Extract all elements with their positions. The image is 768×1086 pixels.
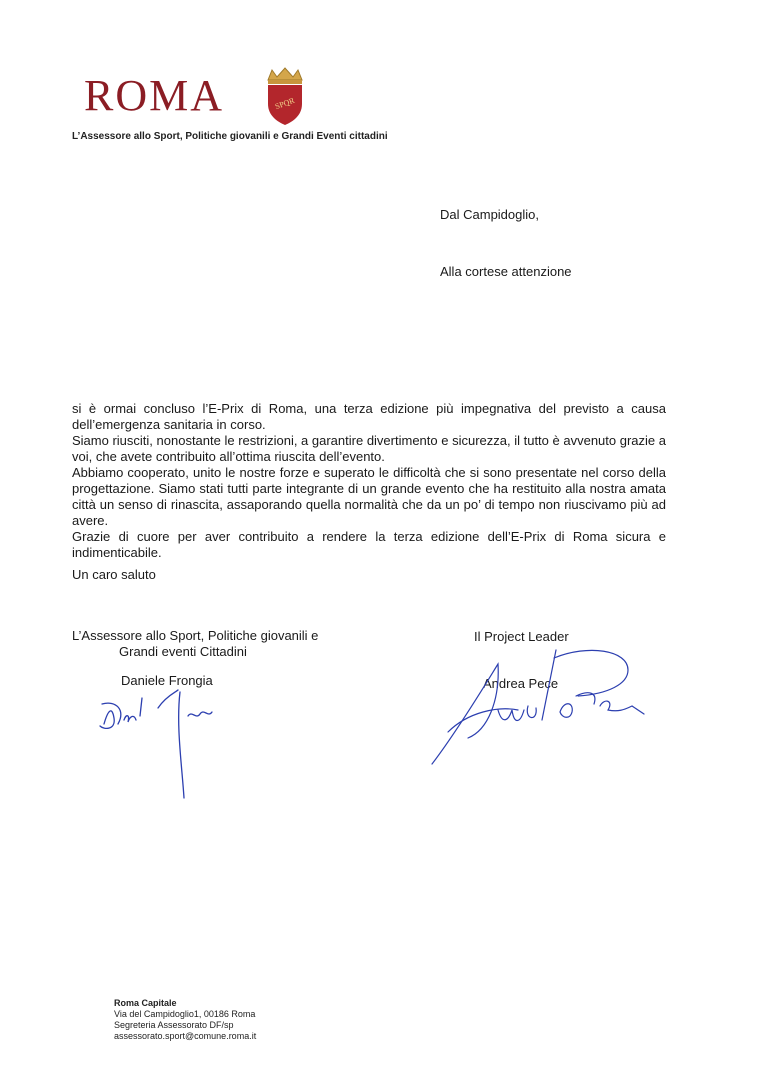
roma-logo-text: ROMA — [84, 71, 225, 120]
roma-crest-icon — [262, 66, 308, 126]
body-paragraph: Siamo riusciti, nonostante le restrizioni, a garantire divertimento e sicurezza, il tutto è avvenuto grazie a voi, che avete contribuito all’ottima riuscita dell’evento. — [72, 433, 666, 464]
footer-block — [114, 998, 256, 1042]
left-signatory-name: Daniele Frongia — [121, 673, 213, 688]
place-line: Dal Campidoglio, — [440, 207, 539, 222]
signature-right-image — [428, 640, 658, 770]
footer-office: Segreteria Assessorato DF/sp — [114, 1020, 234, 1030]
left-signatory-title — [72, 628, 342, 660]
right-signatory-name: Andrea Pece — [483, 676, 559, 691]
letter-body — [72, 401, 666, 561]
signature-left-image — [96, 686, 236, 806]
body-paragraph: Abbiamo cooperato, unito le nostre forze e superato le difficoltà che si sono presentate nel corso della progettazione. Siamo stati tutti parte integrante di un grande evento che ha restituito alla nostra amata città un senso di rinascita, assaporando quella normalità che da un po’ di tempo non riuscivamo più ad avere. — [72, 465, 666, 528]
department-heading: L’Assessore allo Sport, Politiche giovanili e Grandi Eventi cittadini — [72, 131, 388, 142]
left-title-line2: Grandi eventi Cittadini — [119, 644, 247, 659]
right-signatory-title: Il Project Leader — [474, 629, 569, 644]
footer-org: Roma Capitale — [114, 998, 177, 1008]
closing-line: Un caro saluto — [72, 567, 156, 582]
attention-line: Alla cortese attenzione — [440, 264, 572, 279]
body-paragraph: si è ormai concluso l’E-Prix di Roma, una terza edizione più impegnativa del previsto a causa dell’emergenza sanitaria in corso. — [72, 401, 666, 432]
body-paragraph: Grazie di cuore per aver contribuito a rendere la terza edizione dell’E-Prix di Roma sicura e indimenticabile. — [72, 529, 666, 560]
left-title-line1: L’Assessore allo Sport, Politiche giovanili e — [72, 628, 319, 643]
footer-email: assessorato.sport@comune.roma.it — [114, 1031, 257, 1041]
svg-text:SPQR: SPQR — [273, 95, 296, 112]
footer-address: Via del Campidoglio1, 00186 Roma — [114, 1009, 256, 1019]
